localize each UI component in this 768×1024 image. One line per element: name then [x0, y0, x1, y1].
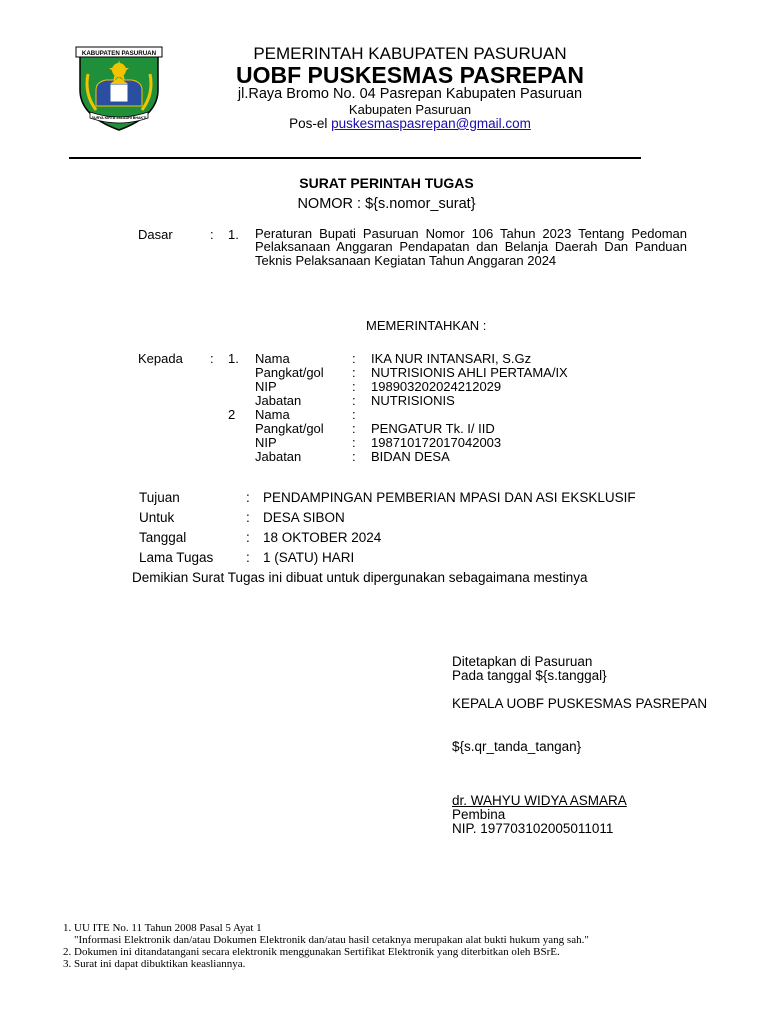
kepada-colon: :: [210, 351, 214, 366]
letter-number: NOMOR : ${s.nomor_surat}: [297, 196, 476, 212]
person-2-pangkat-label: Pangkat/gol: [255, 421, 324, 436]
tanggal-value: 18 OKTOBER 2024: [263, 530, 382, 545]
person-1-nip-value: 198903202024212029: [371, 379, 502, 394]
person-2-jabatan-value: BIDAN DESA: [371, 449, 450, 464]
person-1-jabatan-value: NUTRISIONIS: [371, 393, 455, 408]
signature-place: Ditetapkan di Pasuruan: [452, 654, 593, 669]
letter-title: SURAT PERINTAH TUGAS: [299, 175, 474, 191]
untuk-label: Untuk: [139, 510, 175, 525]
signatory-rank: Pembina: [452, 807, 506, 822]
kabupaten-pasuruan-logo: [74, 44, 164, 132]
header-divider: [69, 157, 641, 159]
logo-banner: KABUPATEN PASURUAN: [81, 50, 157, 57]
person-1-jabatan-label: Jabatan: [255, 393, 302, 408]
dasar-number: 1.: [228, 227, 239, 242]
dasar-text: Peraturan Bupati Pasuruan Nomor 106 Tahun 2023 Tentang Pedoman Pelaksanaan Anggaran Pendapatan dan Belanja Daerah Dan Panduan Teknis Pelaksanaan Kegiatan Tahun Anggaran 2024: [255, 226, 687, 268]
kepada-label: Kepada: [138, 351, 183, 366]
person-1-pangkat-label: Pangkat/gol: [255, 365, 324, 380]
lama-tugas-value: 1 (SATU) HARI: [263, 550, 355, 565]
person-1-number: 1.: [228, 351, 239, 366]
footnote-2: 2. Dokumen ini ditandatangani secara elektronik menggunakan Sertifikat Elektronik yang diterbitkan oleh BSrE.: [63, 946, 560, 958]
person-1-nip-colon: :: [352, 379, 356, 394]
logo-motto: SURYA KIRTA JALADHI BHAKTI: [91, 116, 147, 120]
untuk-colon: :: [246, 510, 250, 525]
tanggal-colon: :: [246, 530, 250, 545]
closing-statement: Demikian Surat Tugas ini dibuat untuk dipergunakan sebagaimana mestinya: [132, 570, 588, 585]
tujuan-colon: :: [246, 490, 250, 505]
tanggal-label: Tanggal: [139, 530, 187, 545]
email-label: Pos-el: [289, 116, 328, 131]
email-link[interactable]: puskesmaspasrepan@gmail.com: [331, 116, 531, 131]
person-2-pangkat-value: PENGATUR Tk. I/ IID: [371, 421, 495, 436]
person-1-nama-colon: :: [352, 351, 356, 366]
person-1-pangkat-value: NUTRISIONIS AHLI PERTAMA/IX: [371, 365, 568, 380]
dasar-colon: :: [210, 227, 214, 242]
lama-tugas-label: Lama Tugas: [139, 550, 214, 565]
person-1-nama-value: IKA NUR INTANSARI, S.Gz: [371, 351, 532, 366]
tujuan-value: PENDAMPINGAN PEMBERIAN MPASI DAN ASI EKSKLUSIF: [263, 490, 636, 505]
person-2-nama-label: Nama: [255, 407, 290, 422]
footnote-3: 3. Surat ini dapat dibuktikan keasliannya.: [63, 958, 246, 970]
signatory-name: dr. WAHYU WIDYA ASMARA: [452, 793, 627, 808]
person-2-nip-value: 198710172017042003: [371, 435, 502, 450]
person-1-jabatan-colon: :: [352, 393, 356, 408]
memerintahkan-heading: MEMERINTAHKAN :: [366, 318, 487, 333]
office-address: jl.Raya Bromo No. 04 Pasrepan Kabupaten Pasuruan: [237, 86, 583, 102]
signature-position: KEPALA UOBF PUSKESMAS PASREPAN: [452, 696, 708, 711]
person-1-nip-label: NIP: [255, 379, 277, 394]
office-regency: Kabupaten Pasuruan: [348, 102, 472, 117]
person-2-nip-label: NIP: [255, 435, 277, 450]
dasar-label: Dasar: [138, 227, 173, 242]
person-2-jabatan-colon: :: [352, 449, 356, 464]
person-1-pangkat-colon: :: [352, 365, 356, 380]
person-2-number: 2: [228, 407, 236, 422]
government-name: PEMERINTAH KABUPATEN PASURUAN: [253, 44, 567, 63]
lama-tugas-colon: :: [246, 550, 250, 565]
signatory-nip: NIP. 197703102005011011: [452, 821, 614, 836]
tujuan-label: Tujuan: [139, 490, 180, 505]
footnote-1-quote: "Informasi Elektronik dan/atau Dokumen Elektronik dan/atau hasil cetaknya merupakan alat bukti hukum yang sah.": [74, 934, 589, 946]
office-name: UOBF PUSKESMAS PASREPAN: [235, 62, 585, 88]
person-2-nama-colon: :: [352, 407, 356, 422]
footnote-1: 1. UU ITE No. 11 Tahun 2008 Pasal 5 Ayat 1: [63, 922, 262, 934]
person-2-nip-colon: :: [352, 435, 356, 450]
person-2-pangkat-colon: :: [352, 421, 356, 436]
office-email-line: [180, 116, 640, 131]
person-2-jabatan-label: Jabatan: [255, 449, 302, 464]
signature-date: Pada tanggal ${s.tanggal}: [452, 668, 607, 683]
untuk-value: DESA SIBON: [263, 510, 345, 525]
signature-qr-placeholder: ${s.qr_tanda_tangan}: [452, 739, 582, 754]
person-1-nama-label: Nama: [255, 351, 290, 366]
